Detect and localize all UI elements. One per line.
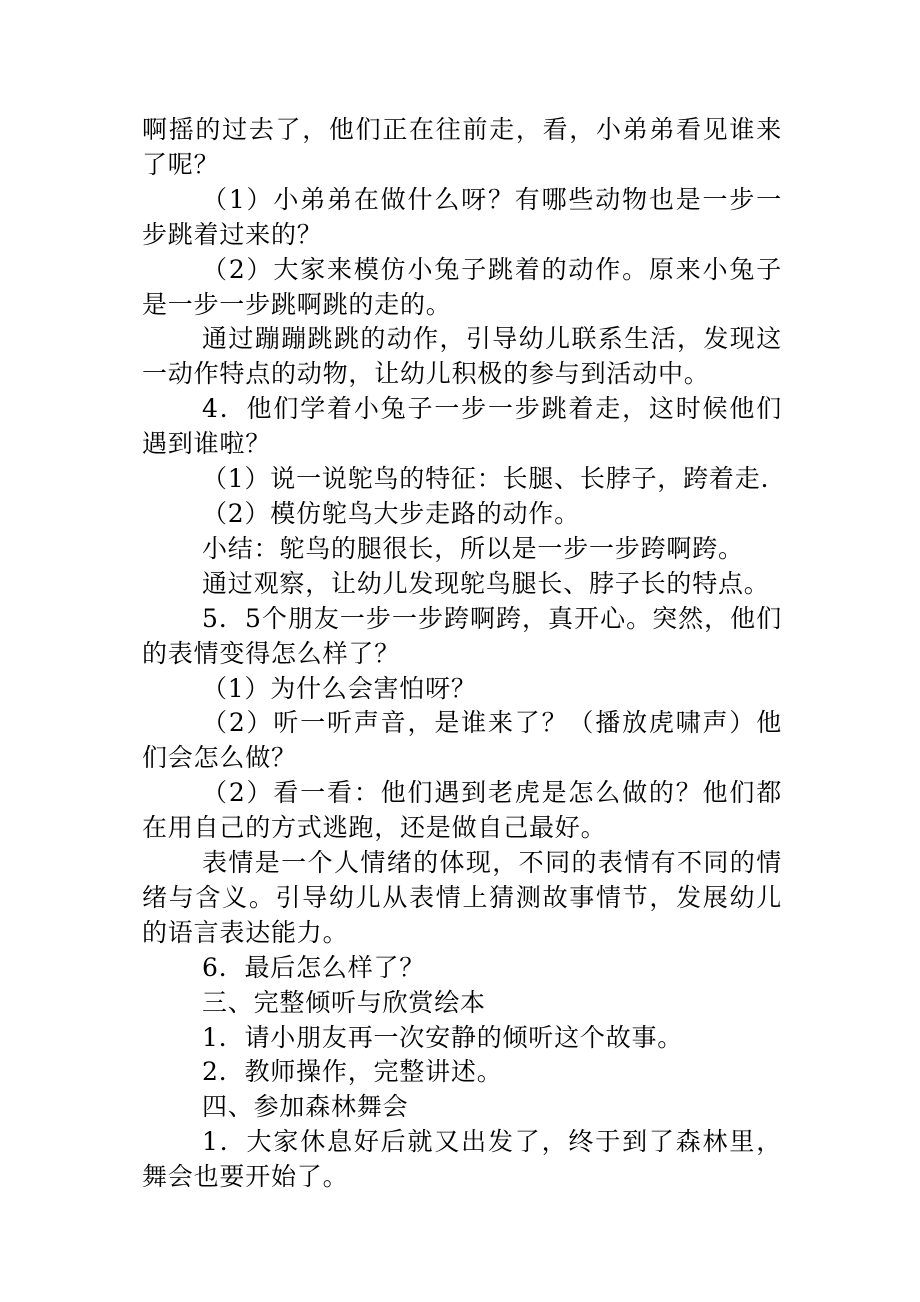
paragraph: （2）听一听声音，是谁来了？（播放虎啸声）他们会怎么做？ — [142, 708, 782, 773]
section-heading: 三、完整倾听与欣赏绘本 — [202, 987, 486, 1017]
paragraph: 小结：鸵鸟的腿很长，所以是一步一步跨啊跨。 — [202, 533, 744, 563]
paragraph: 1．大家休息好后就又出发了，终于到了森林里，舞会也要开始了。 — [142, 1127, 782, 1192]
paragraph: （1）为什么会害怕呀？ — [202, 673, 477, 703]
paragraph: 表情是一个人情绪的体现，不同的表情有不同的情绪与含义。引导幼儿从表情上猜测故事情节，发展幼儿的语言表达能力。 — [142, 848, 782, 947]
body-text — [142, 113, 782, 1195]
paragraph: 啊摇的过去了，他们正在往前走，看，小弟弟看见谁来了呢？ — [142, 115, 782, 179]
section-heading: 四、参加森林舞会 — [202, 1092, 409, 1122]
paragraph: 4．他们学着小兔子一步一步跳着走，这时候他们遇到谁啦？ — [142, 394, 782, 459]
paragraph: （2）模仿鸵鸟大步走路的动作。 — [202, 498, 580, 528]
paragraph: 通过蹦蹦跳跳的动作，引导幼儿联系生活，发现这一动作特点的动物，让幼儿积极的参与到活动中。 — [142, 324, 782, 389]
paragraph: 1．请小朋友再一次安静的倾听这个故事。 — [202, 1022, 684, 1052]
paragraph: （2）大家来模仿小兔子跳着的动作。原来小兔子是一步一步跳啊跳的走的。 — [142, 254, 782, 319]
paragraph: 5．5个朋友一步一步跨啊跨，真开心。突然，他们的表情变得怎么样了？ — [142, 603, 782, 668]
paragraph: 2．教师操作，完整讲述。 — [202, 1057, 503, 1087]
paragraph: （1）说一说鸵鸟的特征：长腿、长脖子，跨着走. — [202, 464, 770, 494]
paragraph: 通过观察，让幼儿发现鸵鸟腿长、脖子长的特点。 — [202, 568, 770, 598]
paragraph: （2）看一看：他们遇到老虎是怎么做的？他们都在用自己的方式逃跑，还是做自己最好。 — [142, 778, 782, 843]
paragraph: （1）小弟弟在做什么呀？有哪些动物也是一步一步跳着过来的？ — [142, 184, 782, 249]
paragraph: 6．最后怎么样了？ — [202, 952, 426, 982]
